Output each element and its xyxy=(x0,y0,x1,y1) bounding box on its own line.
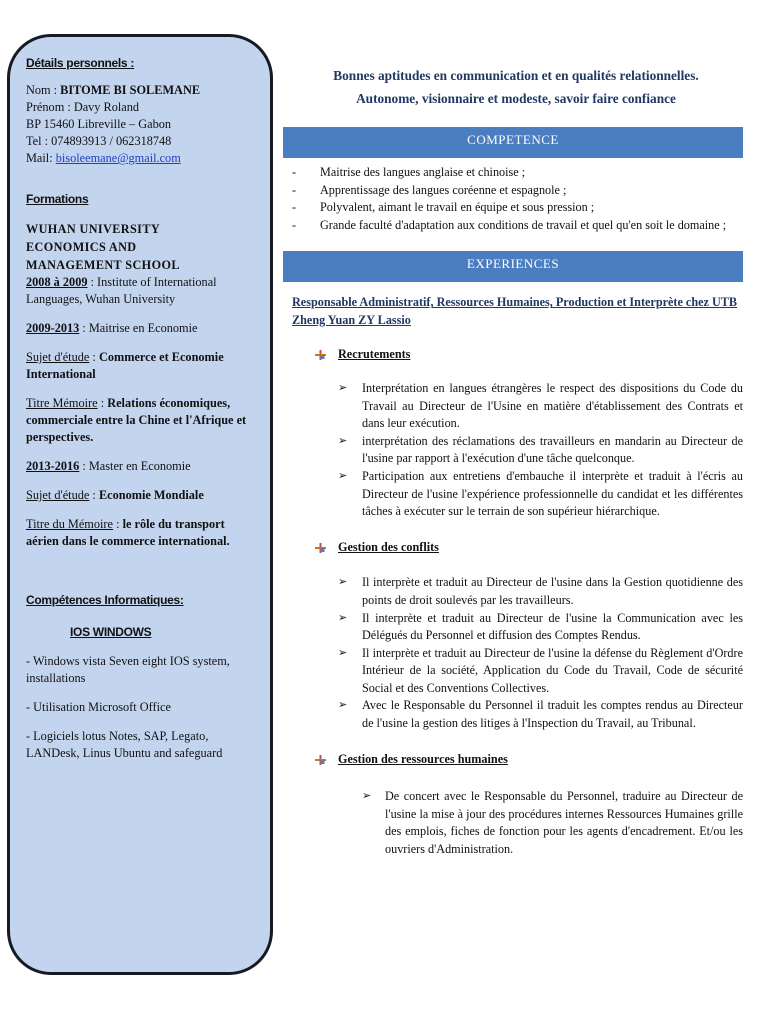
personal-details-heading: Détails personnels : xyxy=(26,56,135,70)
it-skill-item: - Windows vista Seven eight IOS system, installations xyxy=(26,654,230,685)
section-heading-rh xyxy=(283,751,743,769)
personal-details xyxy=(26,82,256,167)
list-item: ➢ Avec le Responsable du Personnel il traduit les comptes rendus au Directeur de l'usine la gestion des litiges à l'Inspection du Travail, au Tribunal. xyxy=(338,698,743,731)
education-text: : Institute of International Languages, Wuhan University xyxy=(26,275,217,306)
section-heading-conflits xyxy=(283,539,743,557)
education-entry xyxy=(26,458,256,475)
study-subject-value: Economie Mondiale xyxy=(98,488,204,502)
headline xyxy=(283,64,743,110)
list-item: ➢ Il interprète et traduit au Directeur de l'usine la défense du Règlement d'Ordre Intérieur de la société, Application du Code du Travail, Code de sécurité Social et des Conventions Collectives. xyxy=(338,645,743,695)
formations-heading: Formations xyxy=(26,192,89,206)
competence-banner: COMPETENCE xyxy=(283,127,743,158)
education-text: : Maitrise en Economie xyxy=(79,321,198,335)
name-line xyxy=(26,82,256,99)
headline-line: Bonnes aptitudes en communication et en qualités relationnelles. xyxy=(333,68,699,83)
arrow-bullet-icon: ➢ xyxy=(338,576,348,589)
competence-list xyxy=(283,164,743,234)
arrow-bullet-icon: ➢ xyxy=(338,469,348,482)
address-line: BP 15460 Libreville – Gabon xyxy=(26,117,172,131)
thesis-title: Titre Mémoire : Relations économiques, commerciale entre la Chine et l'Afrique et perspectives. xyxy=(26,396,247,444)
arrow-bullet-icon: ➢ xyxy=(338,611,348,624)
thesis-label: Titre du Mémoire xyxy=(26,517,113,531)
arrow-bullet-icon: ➢ xyxy=(338,434,348,447)
list-item: ➢ interprétation des réclamations des travailleurs en mandarin au Directeur de l'usine par rapport à l'exécution d'une tâche quelconque. xyxy=(338,433,743,466)
competence-item: - Grande faculté d'adaptation aux conditions de travail et quel qu'en soit le domaine ; xyxy=(292,217,727,232)
bullet-star-icon xyxy=(315,755,326,765)
study-subject-label: Sujet d'étude xyxy=(26,488,90,502)
arrow-bullet-icon: ➢ xyxy=(338,699,348,712)
education-entry xyxy=(26,320,256,337)
main-content xyxy=(283,64,743,859)
section-list xyxy=(283,788,743,858)
education-text: : Master en Economie xyxy=(79,459,191,473)
section-title: Gestion des ressources humaines xyxy=(338,751,508,766)
study-subject: Sujet d'étude : Economie Mondiale xyxy=(26,488,204,502)
bullet-star-icon xyxy=(315,543,326,553)
list-item: ➢ Il interprète et traduit au Directeur de l'usine dans la Gestion quotidienne des points de droit soulevés par les travailleurs. xyxy=(338,575,743,607)
thesis-value: le rôle du transport aérien dans le commerce international. xyxy=(26,517,230,548)
competence-item: - Maitrise des langues anglaise et chinoise ; xyxy=(292,165,526,179)
competence-item: - Polyvalent, aimant le travail en équipe et sous pression ; xyxy=(292,200,595,215)
education-years: 2009-2013 xyxy=(26,321,80,335)
study-subject-value: Commerce et Economie International xyxy=(26,350,224,381)
thesis-value: Relations économiques, commerciale entre la Chine et l'Afrique et perspectives. xyxy=(26,396,247,444)
education-years: 2013-2016 xyxy=(26,459,80,473)
ios-windows-heading: IOS WINDOWS xyxy=(70,625,152,639)
mail-line xyxy=(26,150,256,167)
list-item: ➢ De concert avec le Responsable du Personnel, traduire au Directeur de l'usine la mise à jour des procédures internes Ressources Humaines grille des emplois, fiches de fonction pour les agents d'encadrement. Et/ou les ouvriers d'Administration. xyxy=(362,789,743,857)
email-link[interactable]: bisoleemane@gmail.com xyxy=(55,151,181,165)
section-list xyxy=(283,574,743,732)
section-list xyxy=(283,380,743,521)
mail-label: Mail: xyxy=(26,151,53,165)
section-heading-recrutements xyxy=(283,346,743,364)
education-entry xyxy=(26,274,256,308)
arrow-bullet-icon: ➢ xyxy=(338,381,348,394)
university-line: ECONOMICS AND xyxy=(26,240,137,254)
list-item: ➢ Participation aux entretiens d'embauche il interprète et traduit à l'écris au Directeur de l'usine l'expérience professionnelle du candidat et les différentes tâches à exécuter sur le terrain de son supérieur hiérarchique. xyxy=(338,468,743,519)
it-skills-heading: Compétences Informatiques: xyxy=(26,593,184,607)
thesis-label: Titre Mémoire xyxy=(26,396,98,410)
headline-line: Autonome, visionnaire et modeste, savoir faire confiance xyxy=(356,91,676,106)
sidebar-panel xyxy=(7,34,273,975)
bullet-star-icon xyxy=(315,350,326,360)
thesis-title: Titre du Mémoire : le rôle du transport aérien dans le commerce international. xyxy=(26,517,230,548)
name-label: Nom : xyxy=(26,83,58,97)
it-skill-item: - Logiciels lotus Notes, SAP, Legato, LANDesk, Linus Ubuntu and safeguard xyxy=(26,729,223,760)
experiences-banner: EXPERIENCES xyxy=(283,251,743,282)
arrow-bullet-icon: ➢ xyxy=(362,790,372,803)
name-value: BITOME BI SOLEMANE xyxy=(60,83,201,97)
it-skill-item: - Utilisation Microsoft Office xyxy=(26,700,171,714)
university-line: MANAGEMENT SCHOOL xyxy=(26,258,180,272)
arrow-bullet-icon: ➢ xyxy=(338,646,348,659)
phone-line: Tel : 074893913 / 062318748 xyxy=(26,134,172,148)
study-subject-label: Sujet d'étude xyxy=(26,350,90,364)
university-line: WUHAN UNIVERSITY xyxy=(26,222,161,236)
list-item: ➢ Interprétation en langues étrangères le respect des dispositions du Code du Travail au Directeur de l'Usine en matière d'établissement des Contrats et dans leur exécution. xyxy=(338,380,743,431)
firstname-line: Prénom : Davy Roland xyxy=(26,100,140,114)
section-title: Gestion des conflits xyxy=(338,539,439,554)
list-item: ➢ Il interprète et traduit au Directeur de l'usine la Communication avec les Délégués du Personnel et diffusion des Comptes Rendus. xyxy=(338,610,743,643)
job-title: Responsable Administratif, Ressources Humaines, Production et Interprète chez UTB Zheng Yuan ZY Lassio xyxy=(292,295,738,327)
competence-item: - Apprentissage des langues coréenne et espagnole ; xyxy=(292,182,567,197)
section-title: Recrutements xyxy=(338,347,411,362)
education-years: 2008 à 2009 xyxy=(26,275,88,289)
university-name xyxy=(26,220,256,274)
study-subject: Sujet d'étude : Commerce et Economie International xyxy=(26,350,224,381)
